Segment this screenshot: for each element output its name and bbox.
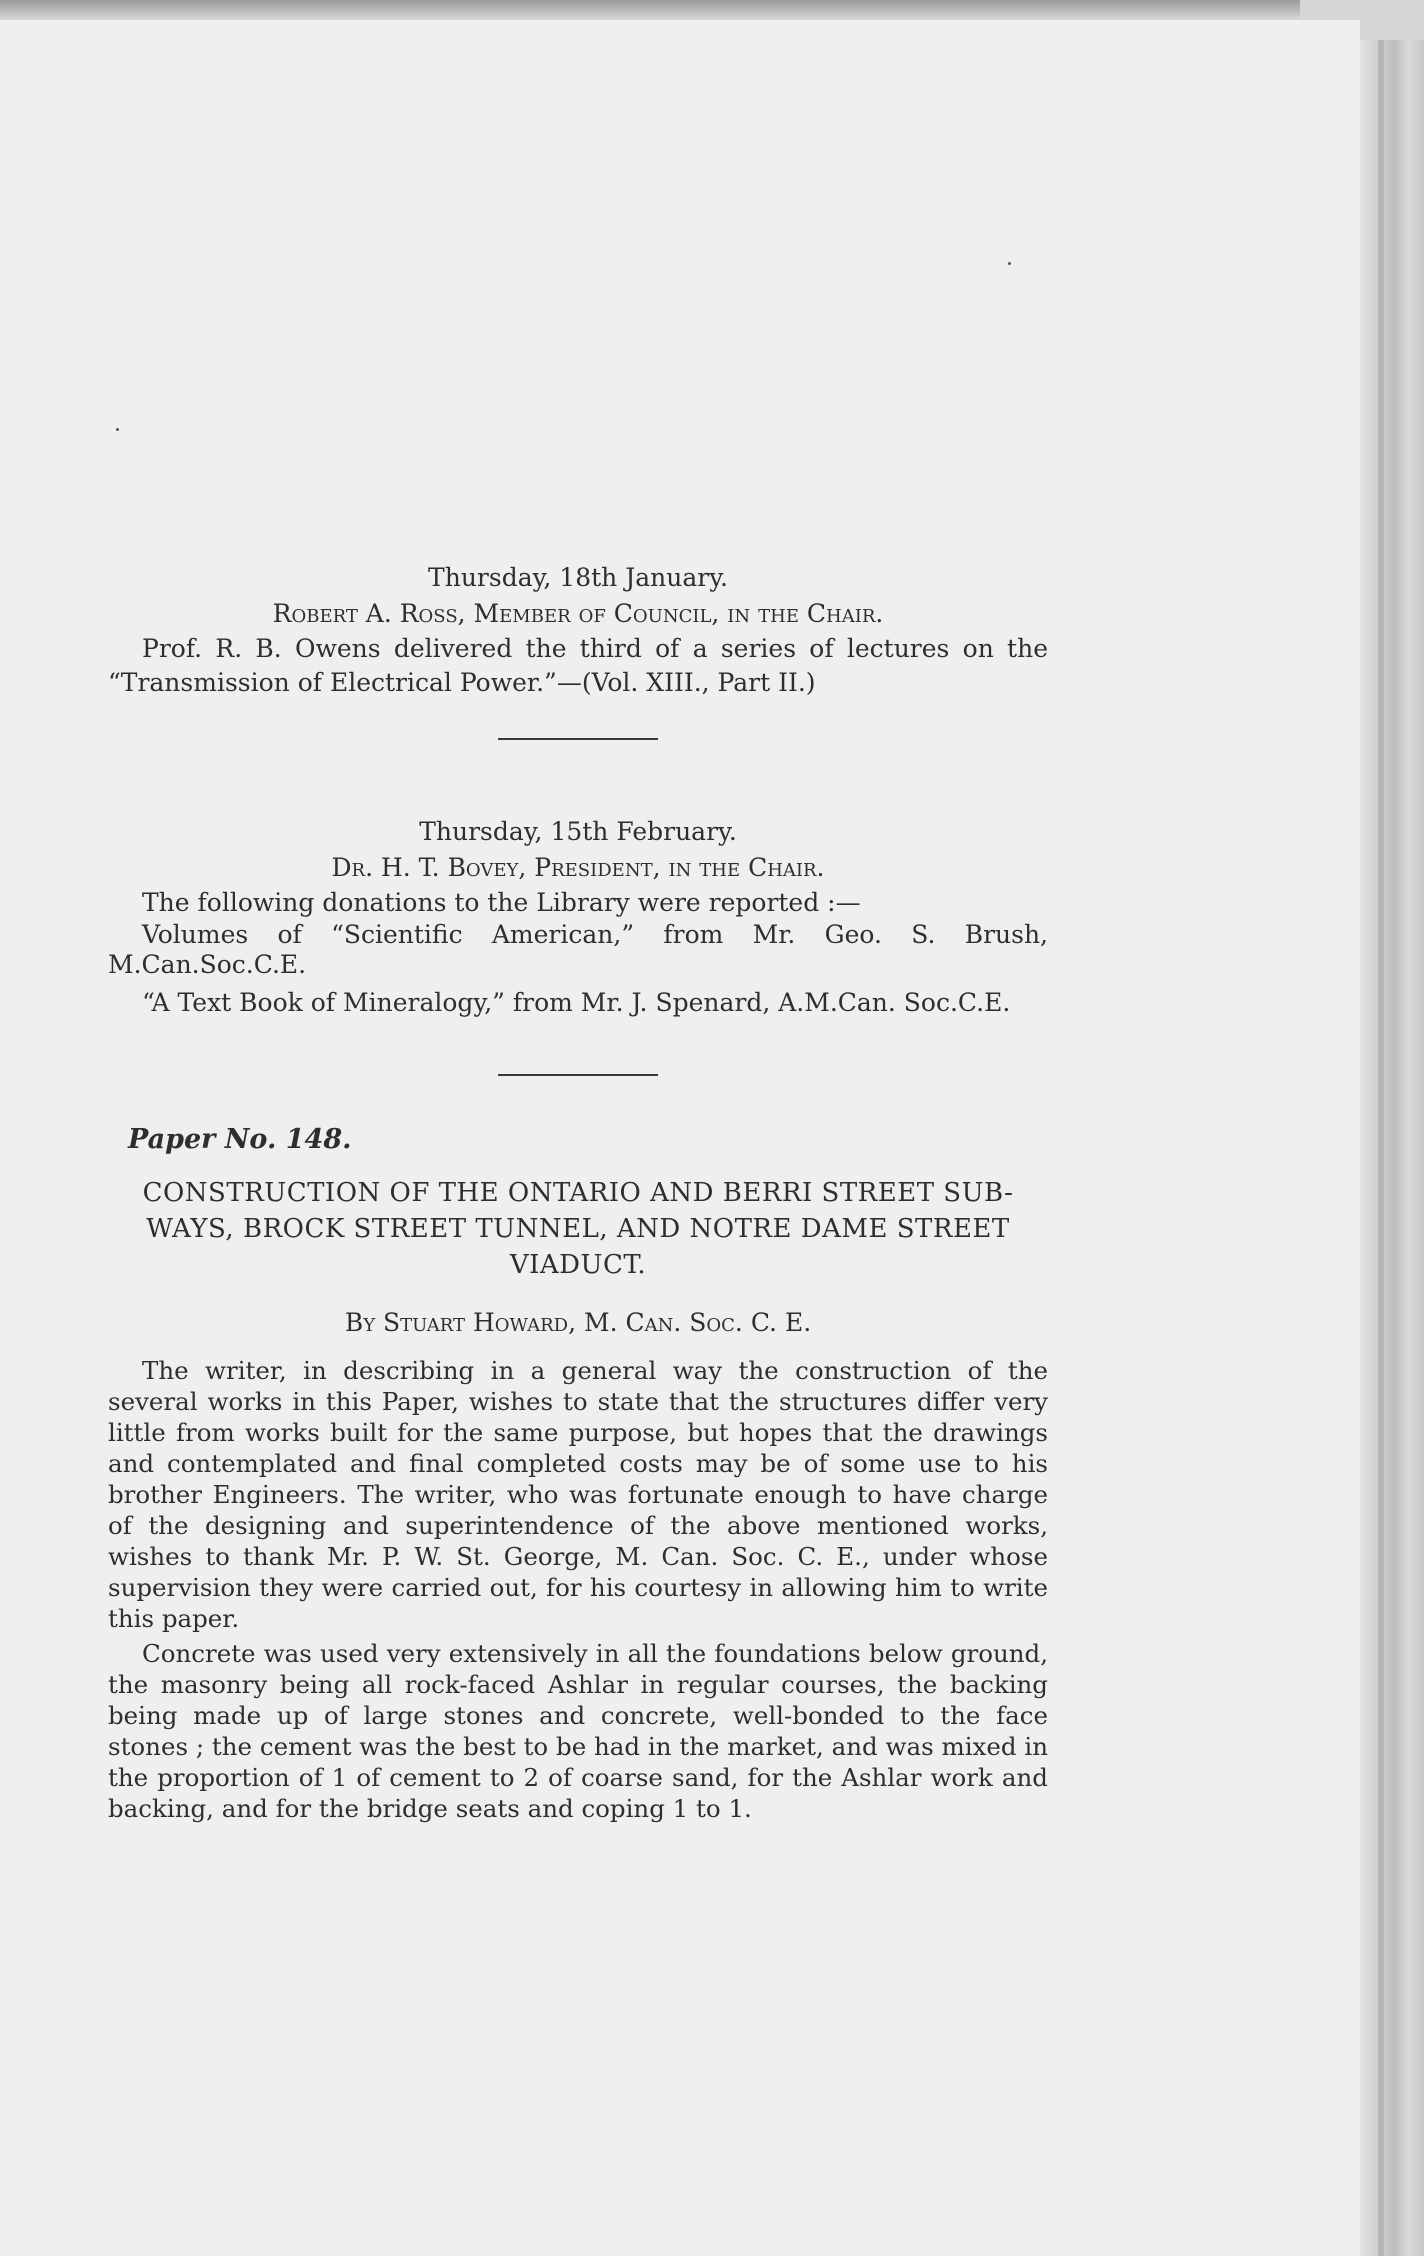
paper-paragraph: Concrete was used very extensively in all the foundations below ground, the masonry being all rock-faced Ashlar in regular courses, the backing being made up of large stones and concrete, well-bonded to the face stones ; the cement was the best to be had in the market, and was mixed in the proportion of 1 of cement to 2 of coarse sand, for the Ashlar work and backing, and for the bridge seats and coping 1 to 1. [108, 1639, 1048, 1823]
scan-speck [116, 428, 119, 431]
book-spine-edge [1360, 40, 1424, 2256]
meeting-15-february [108, 814, 1048, 1018]
section-divider [498, 738, 658, 740]
scan-speck [1008, 262, 1011, 265]
meeting-chair: Dr. H. T. Bovey, President, in the Chair. [331, 853, 825, 882]
paper-title: CONSTRUCTION OF THE ONTARIO AND BERRI STREET SUB-WAYS, BROCK STREET TUNNEL, AND NOTRE DAME STREET VIADUCT. [142, 1178, 1014, 1280]
meeting-chair: Robert A. Ross, Member of Council, in the Chair. [272, 599, 884, 628]
paper-148 [108, 1124, 1048, 1824]
page-content [108, 560, 1048, 1824]
donation-item: Volumes of “Scientific American,” from Mr. Geo. S. Brush, M.Can.Soc.C.E. [108, 920, 1048, 979]
donations-intro: The following donations to the Library were reported :— [142, 888, 861, 917]
lecture-note: Prof. R. B. Owens delivered the third of a series of lectures on the “Transmission of Electrical Power.”—(Vol. XIII., Part II.) [108, 634, 1048, 697]
donation-item: “A Text Book of Mineralogy,” from Mr. J. Spenard, A.M.Can. Soc.C.E. [142, 988, 1011, 1017]
paper-paragraph: The writer, in describing in a general way the construction of the several works in this Paper, wishes to state that the structures differ very little from works built for the same purpose, but hopes that the drawings and contemplated and final completed costs may be of some use to his brother Engineers. The writer, who was fortunate enough to have charge of the designing and superintendence of the above mentioned works, wishes to thank Mr. P. W. St. George, M. Can. Soc. C. E., under whose supervision they were carried out, for his courtesy in allowing him to write this paper. [108, 1356, 1048, 1633]
paper-byline: By Stuart Howard, M. Can. Soc. C. E. [344, 1308, 812, 1337]
meeting-18-january [108, 560, 1048, 700]
meeting-date: Thursday, 18th January. [428, 563, 728, 592]
page-edge-shadow [1378, 40, 1384, 2256]
meeting-date: Thursday, 15th February. [419, 817, 737, 846]
paper-number: Paper No. 148. [128, 1124, 352, 1155]
section-divider [498, 1074, 658, 1076]
